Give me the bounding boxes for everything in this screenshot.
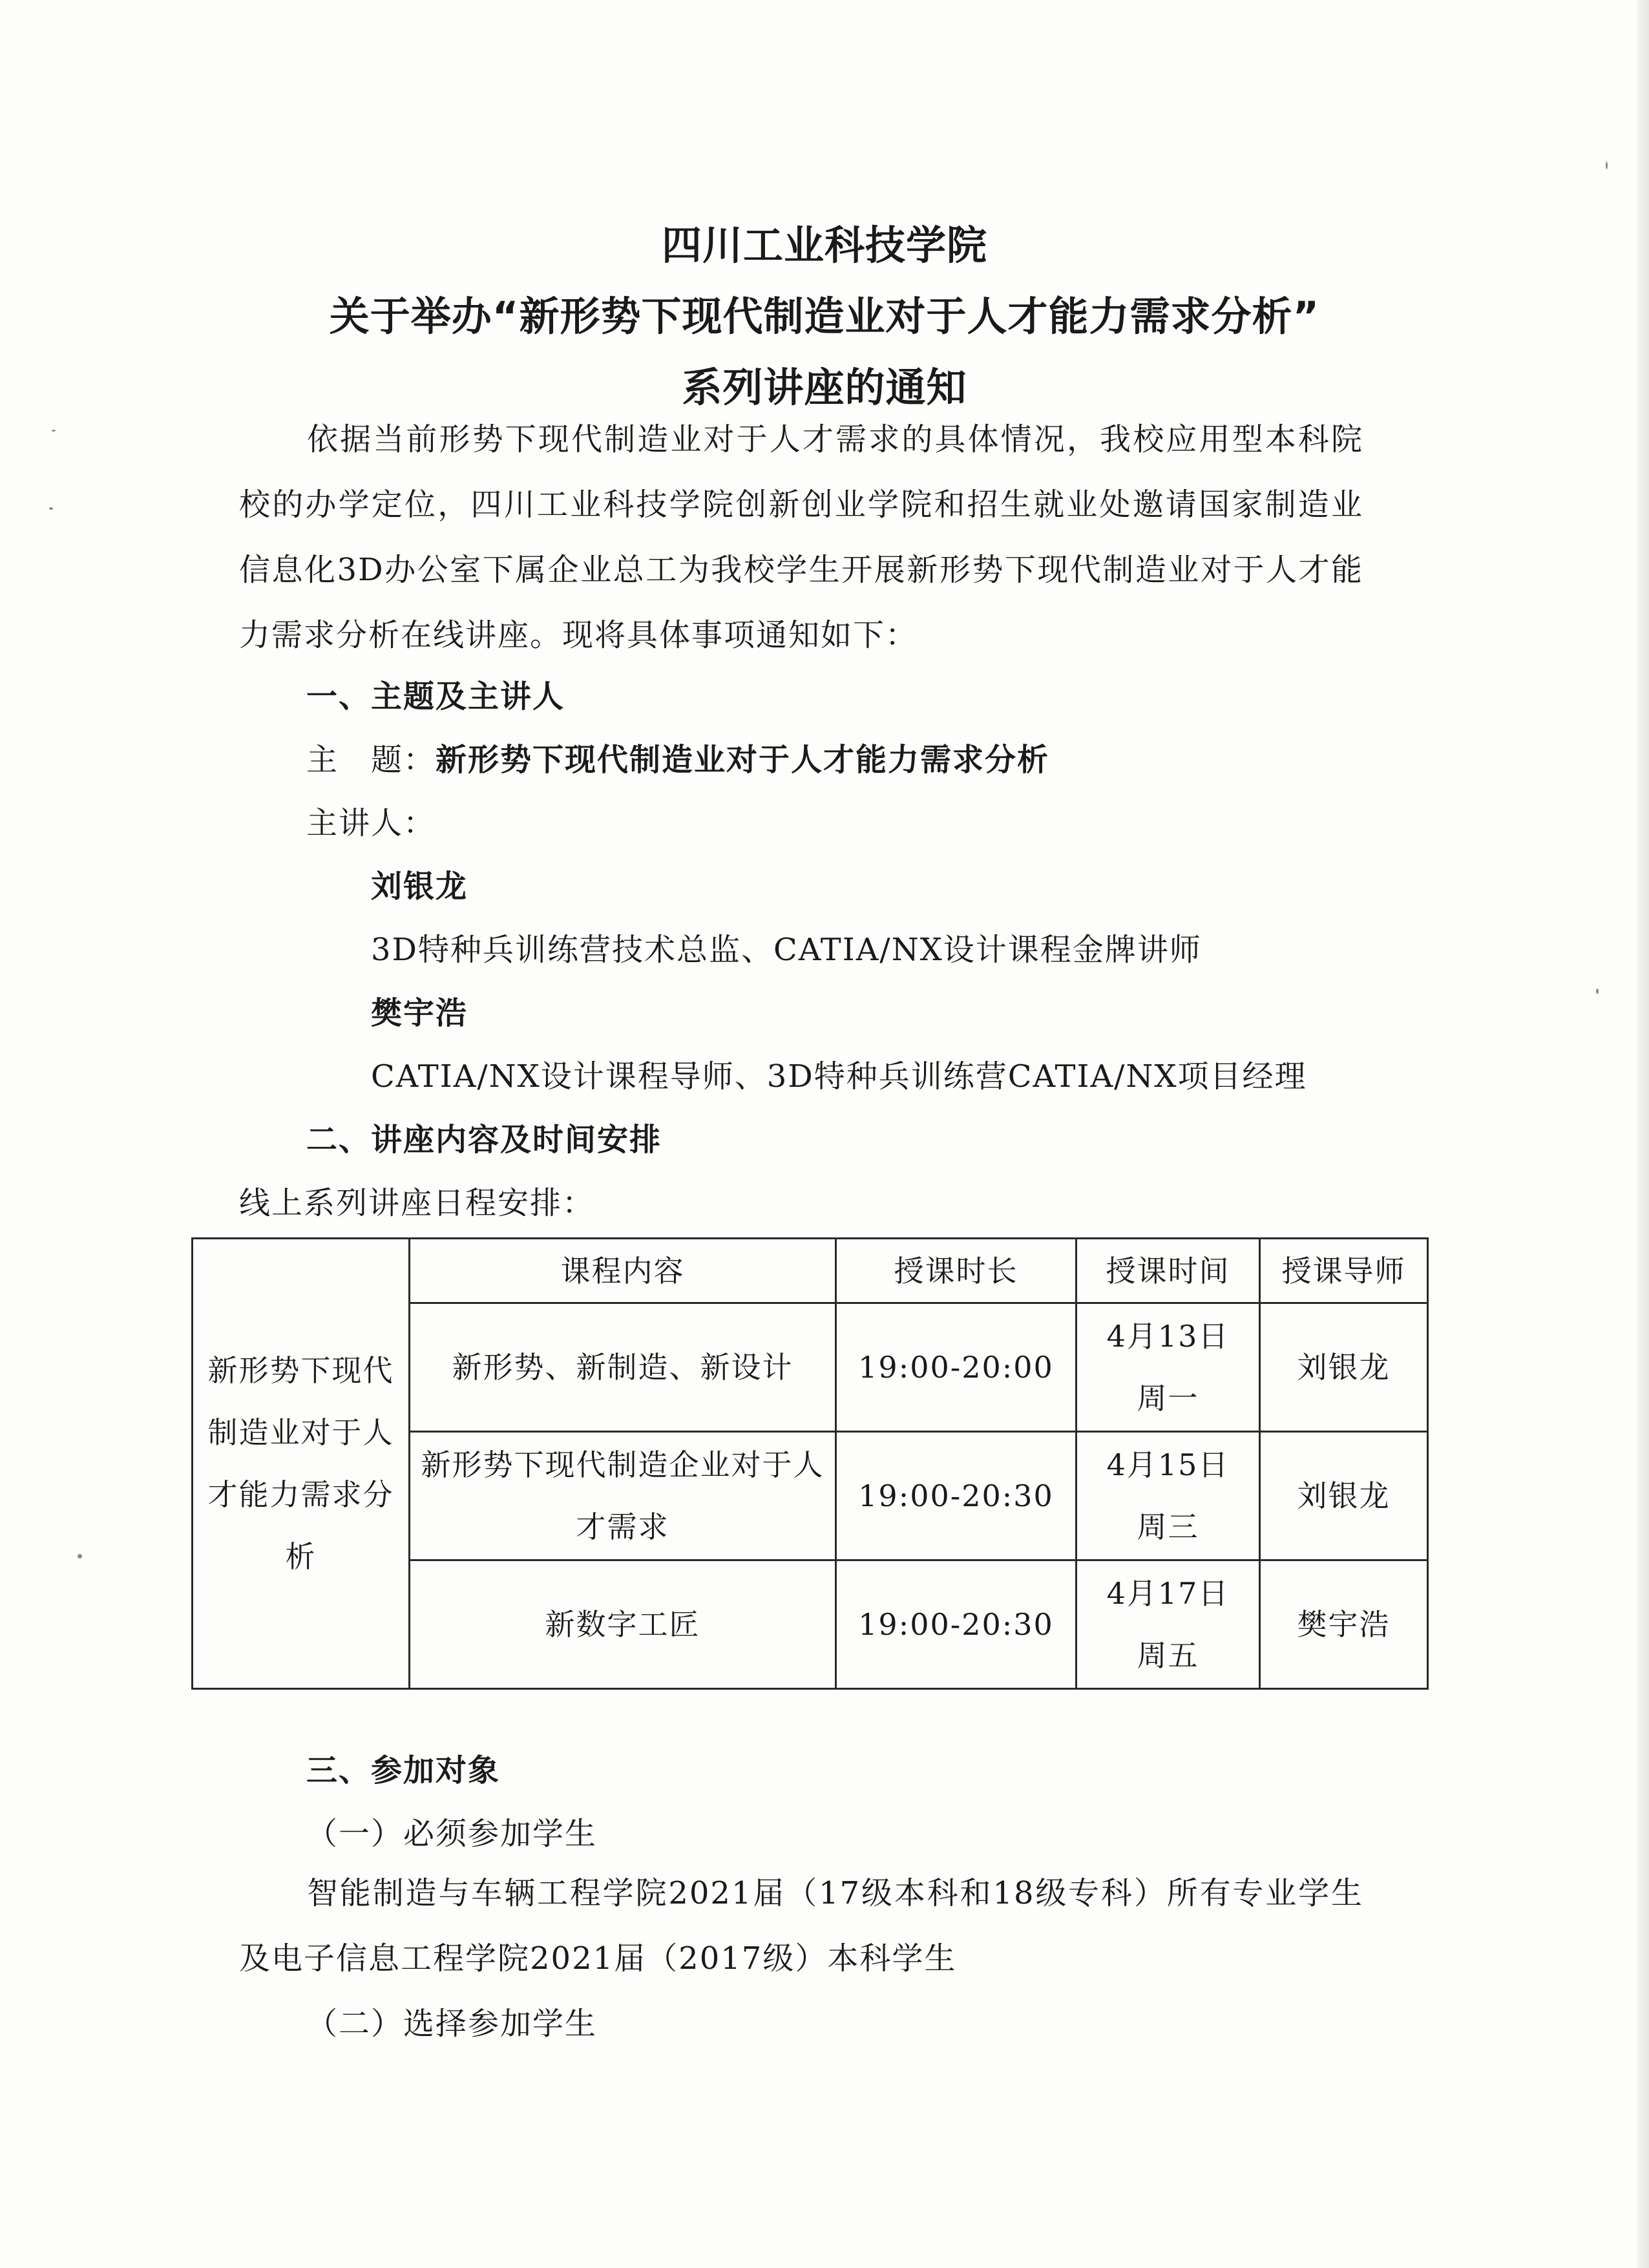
speaker-title-1: 3D特种兵训练营技术总监、CATIA/NX设计课程金牌讲师 — [371, 932, 1202, 968]
row1-weekday: 周一 — [1137, 1381, 1199, 1416]
scan-speck — [78, 1554, 82, 1559]
row1-date: 4月13日 — [1106, 1319, 1230, 1354]
row3-date-cell — [1077, 1560, 1260, 1689]
table-header-row — [193, 1239, 1428, 1303]
section3-sub1: （一）必须参加学生 — [306, 1816, 598, 1852]
section3-sub1-text: 智能制造与车辆工程学院2021届（17级本科和18级专科）所有专业学生及电子信息工程学院2021届（2017级）本科学生 — [239, 1875, 1363, 1977]
row2-date: 4月15日 — [1106, 1447, 1230, 1482]
section2-heading: 二、讲座内容及时间安排 — [306, 1122, 662, 1158]
row1-teacher: 刘银龙 — [1260, 1303, 1428, 1432]
scan-speck — [49, 507, 53, 510]
row3-teacher: 樊宇浩 — [1260, 1560, 1428, 1689]
section3-sub2: （二）选择参加学生 — [306, 2006, 598, 2042]
speaker-title-2: CATIA/NX设计课程导师、3D特种兵训练营CATIA/NX项目经理 — [371, 1058, 1307, 1095]
title-school: 四川工业科技学院 — [661, 222, 987, 269]
row2-teacher: 刘银龙 — [1260, 1432, 1428, 1560]
header-teacher: 授课导师 — [1260, 1239, 1428, 1303]
topic-value: 新形势下现代制造业对于人才能力需求分析 — [436, 742, 1050, 778]
section1-heading: 一、主题及主讲人 — [306, 678, 565, 715]
speaker-name-1: 刘银龙 — [371, 868, 468, 905]
row3-weekday: 周五 — [1137, 1638, 1199, 1673]
row2-weekday: 周三 — [1137, 1509, 1199, 1544]
header-content: 课程内容 — [410, 1239, 836, 1303]
section3-heading: 三、参加对象 — [306, 1752, 501, 1789]
row3-date: 4月17日 — [1106, 1576, 1230, 1611]
schedule-intro: 线上系列讲座日程安排： — [239, 1185, 595, 1221]
row3-duration: 19:00-20:30 — [836, 1560, 1077, 1689]
title-series: 系列讲座的通知 — [682, 364, 967, 411]
schedule-table — [191, 1237, 1429, 1690]
topic-label: 主 题： — [306, 742, 436, 778]
row1-date-cell — [1077, 1303, 1260, 1432]
row1-content: 新形势、新制造、新设计 — [410, 1303, 836, 1432]
speakers-label: 主讲人： — [306, 805, 436, 841]
speaker-name-2: 樊宇浩 — [371, 995, 468, 1031]
scan-speck — [1606, 162, 1608, 169]
scan-speck — [52, 430, 56, 432]
scan-speck — [1596, 989, 1599, 994]
header-duration: 授课时长 — [836, 1239, 1077, 1303]
title-main: 关于举办“新形势下现代制造业对于人才能力需求分析” — [329, 293, 1320, 340]
row1-duration: 19:00-20:00 — [836, 1303, 1077, 1432]
row2-date-cell — [1077, 1432, 1260, 1560]
intro-paragraph: 依据当前形势下现代制造业对于人才需求的具体情况，我校应用型本科院校的办学定位，四川工业科技学院创新创业学院和招生就业处邀请国家制造业信息化3D办公室下属企业总工为我校学生开展新形势下现代制造业对于人才能力需求分析在线讲座。现将具体事项通知如下： — [239, 421, 1363, 653]
row2-duration: 19:00-20:30 — [836, 1432, 1077, 1560]
topic-row — [306, 740, 1049, 779]
row3-content: 新数字工匠 — [410, 1560, 836, 1689]
header-date: 授课时间 — [1077, 1239, 1260, 1303]
row2-content: 新形势下现代制造企业对于人才需求 — [410, 1432, 836, 1560]
series-cell: 新形势下现代制造业对于人才能力需求分析 — [193, 1239, 410, 1689]
